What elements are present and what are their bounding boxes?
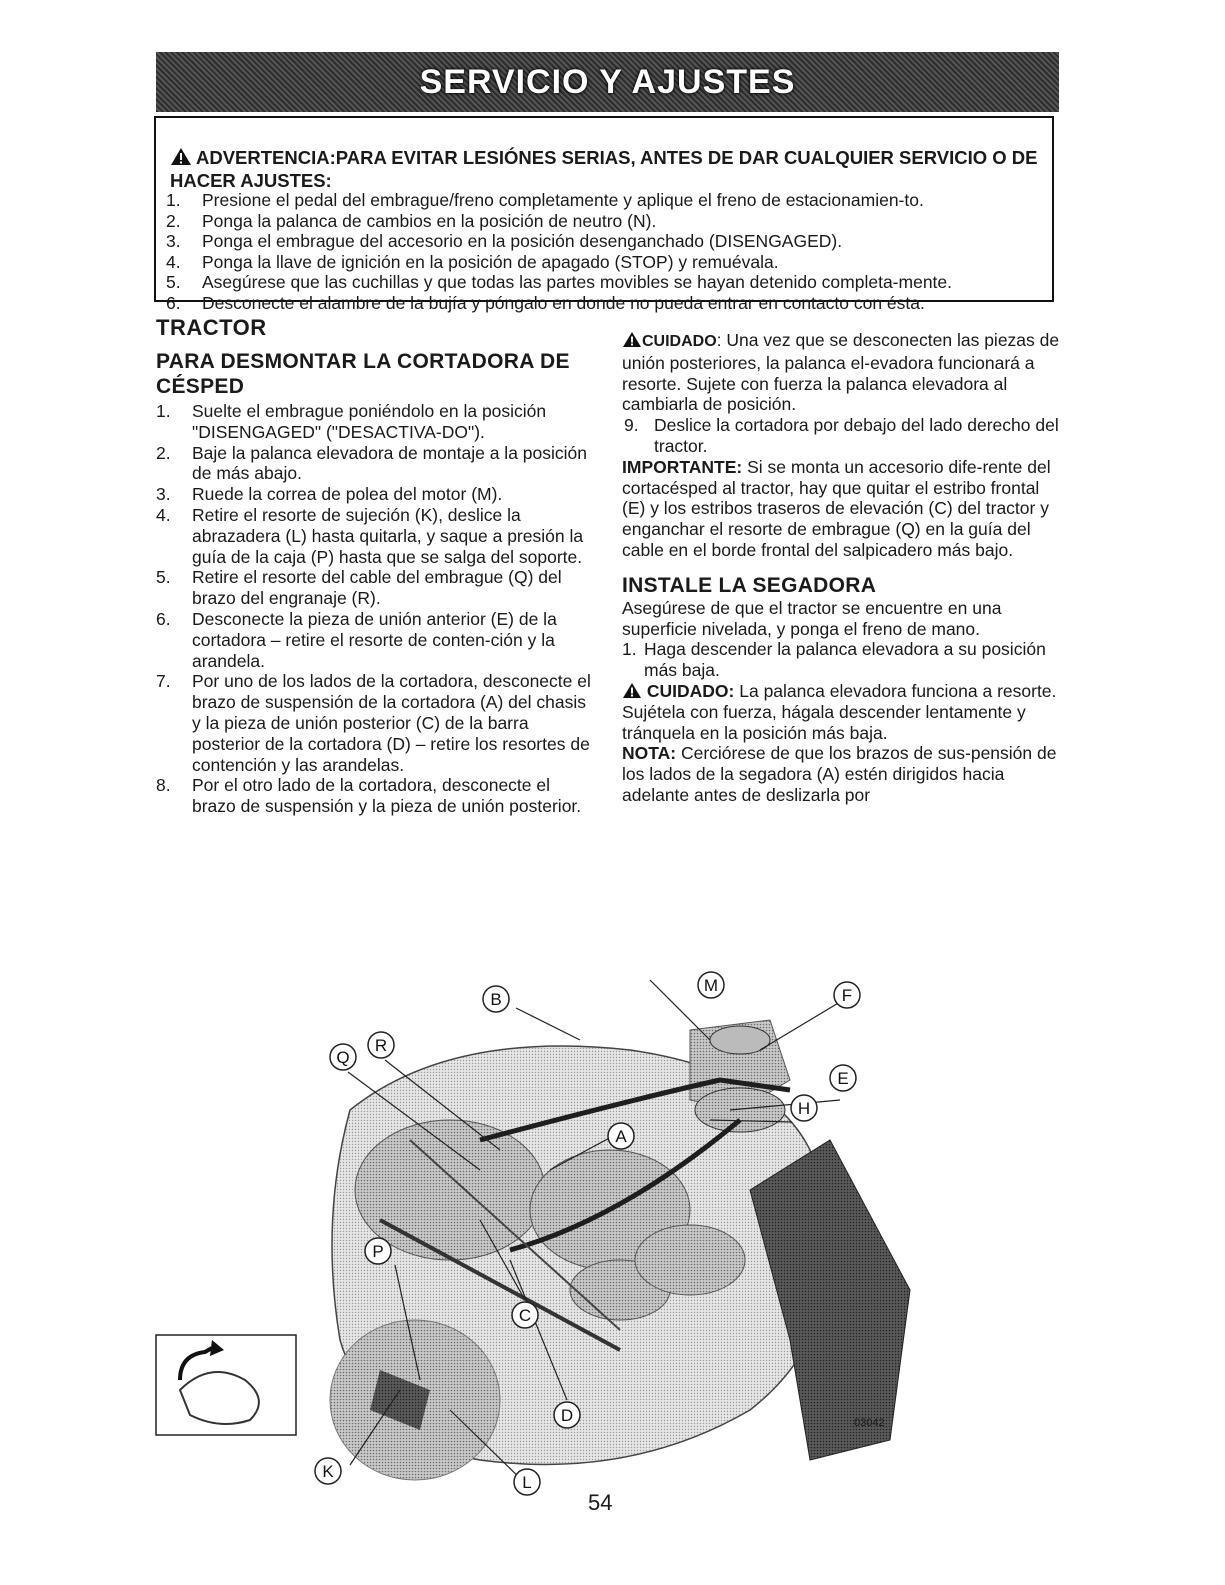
item-number: 6. [156, 608, 171, 629]
callout-label: C [518, 1306, 532, 1325]
callout-label: M [703, 976, 719, 995]
callout-label: A [615, 1127, 627, 1146]
item-text: Deslice la cortadora por debajo del lado derecho del tractor. [654, 415, 1059, 456]
item-number: 2. [156, 442, 171, 463]
callout-label: F [841, 986, 853, 1005]
note-text: Cerciórese de que los brazos de sus-pensión de los lados de la segadora (A) estén dirigidos hacia adelante antes de deslizarla por [622, 743, 1057, 805]
list-item [156, 505, 594, 567]
item-number: 4. [156, 504, 171, 525]
caution-label: CUIDADO [642, 333, 717, 350]
item-text: Ponga el embrague del accesorio en la posición desenganchado (DISENGAGED). [202, 231, 843, 251]
callout-label: R [374, 1036, 388, 1055]
item-text: Retire el resorte de sujeción (K), deslice la abrazadera (L) hasta quitarla, y saque a presión la guía de la caja (P) hasta que se salga del soporte. [192, 504, 584, 567]
item-text: Suelte el embrague poniéndolo en la posición "DISENGAGED" ("DESACTIVA-DO"). [192, 401, 547, 442]
list-item [156, 443, 594, 485]
callout-label: L [522, 1473, 532, 1492]
item-number: 1. [156, 401, 171, 421]
list-item [156, 775, 594, 817]
item-number: 1. [166, 190, 181, 210]
warning-triangle-icon [622, 682, 642, 699]
caution-label: CUIDADO: [646, 680, 735, 701]
list-item [622, 639, 1062, 681]
item-number: 5. [156, 567, 171, 588]
item-text: Desconecte la pieza de unión anterior (E) de la cortadora – retire el resorte de conten-ción y la arandela. [192, 608, 557, 671]
important-label: IMPORTANTE: [622, 456, 743, 477]
item-text: Por el otro lado de la cortadora, desconecte el brazo de suspensión y la pieza de unión posterior. [192, 775, 582, 817]
list-item [166, 211, 1046, 232]
callout-label: P [372, 1242, 384, 1261]
list-item [156, 567, 594, 609]
install-intro: Asegúrese de que el tractor se encuentre en una superficie nivelada, y ponga el freno de mano. [622, 597, 1002, 639]
section-title: SERVICIO Y AJUSTES [419, 62, 796, 101]
list-item [166, 252, 1046, 273]
item-number: 9. [624, 415, 639, 436]
item-number: 6. [166, 292, 181, 313]
item-text: Baje la palanca elevadora de montaje a la posición de más abajo. [192, 442, 587, 484]
note-label: NOTA: [622, 743, 677, 764]
important-text: Si se monta un accesorio dife-rente del cortacésped al tractor, hay que quitar el estribo frontal (E) y los estribos traseros de elevación (C) del tractor y enganchar el resorte de embrague (Q) en la guía del cable en el borde frontal del salpicadero más bajo. [622, 456, 1051, 560]
item-text: Ruede la correa de polea del motor (M). [192, 484, 503, 505]
list-item [622, 415, 1062, 457]
warning-box [154, 116, 1054, 313]
item-text: Asegúrese que las cuchillas y que todas las partes movibles se hayan detenido completa-mente. [202, 272, 953, 292]
list-item [166, 272, 1046, 293]
install-heading: INSTALE LA SEGADORA [622, 573, 877, 597]
item-text: Haga descender la palanca elevadora a su posición más baja. [644, 639, 1046, 681]
tractor-heading: TRACTOR [156, 315, 267, 340]
caution-paragraph [622, 330, 1062, 415]
warning-heading [170, 146, 1040, 192]
callout-label: K [322, 1462, 334, 1481]
item-number: 5. [166, 272, 181, 292]
list-item [156, 609, 594, 671]
item-number: 1. [622, 639, 637, 660]
item-number: 4. [166, 251, 181, 272]
item-text: Retire el resorte del cable del embrague (Q) del brazo del engranaje (R). [192, 567, 562, 609]
callout-label: D [560, 1406, 574, 1425]
important-paragraph [622, 457, 1062, 561]
warning-triangle-icon [622, 331, 642, 348]
warning-triangle-icon [170, 147, 192, 166]
figure-code: 03042 [854, 1417, 885, 1429]
callout-label: Q [336, 1048, 350, 1067]
warning-list [166, 190, 1046, 313]
item-text: Desconecte el alambre de la bujía y póngalo en donde no pueda entrar en contacto con ésta. [202, 292, 925, 313]
list-item [156, 401, 594, 443]
list-item [166, 231, 1046, 252]
item-number: 3. [166, 231, 181, 251]
remove-mower-heading: PARA DESMONTAR LA CORTADORA DE CÉSPED [156, 350, 570, 398]
item-text: Presione el pedal del embrague/freno completamente y aplique el freno de estacionamien-to. [202, 190, 924, 210]
list-item [166, 293, 1046, 314]
item-text: Ponga la llave de ignición en la posición de apagado (STOP) y remuévala. [202, 251, 779, 272]
section-header [156, 52, 1059, 112]
item-number: 7. [156, 671, 171, 692]
remove-steps-list [156, 401, 594, 817]
item-number: 3. [156, 484, 171, 505]
list-item [156, 484, 594, 505]
callout-label: E [837, 1069, 849, 1088]
note-paragraph [622, 743, 1062, 805]
page-number: 54 [588, 1490, 613, 1515]
item-number: 8. [156, 775, 171, 796]
item-text: Ponga la palanca de cambios en la posición de neutro (N). [202, 210, 657, 231]
callout-label: H [797, 1099, 811, 1118]
list-item [156, 671, 594, 775]
right-column [622, 330, 1062, 806]
item-number: 2. [166, 210, 181, 231]
caution-text: : Una vez que se desconecten las piezas de unión posteriores, la palanca el-evadora funcionará a resorte. Sujete con fuerza la palanca elevadora al cambiarla de posición. [622, 330, 1060, 415]
callout-label: B [490, 990, 502, 1009]
list-item [166, 190, 1046, 211]
caution-text: La palanca elevadora funciona a resorte. Sujétela con fuerza, hágala descender lentamente y tránquela en la posición más baja. [622, 680, 1057, 743]
left-column [156, 315, 594, 817]
mower-deck-illustration [150, 960, 1080, 1520]
item-text: Por uno de los lados de la cortadora, desconecte el brazo de suspensión de la cortadora (A) del chasis y la pieza de unión posterior (C) de la barra posterior de la cortadora (D) – retire los resortes de contención y las arandelas. [192, 671, 591, 775]
warning-heading-text: ADVERTENCIA:PARA EVITAR LESIÓNES SERIAS, ANTES DE DAR CUALQUIER SERVICIO O DE HACER AJUSTES: [170, 147, 1038, 191]
caution-paragraph-2 [622, 681, 1062, 743]
